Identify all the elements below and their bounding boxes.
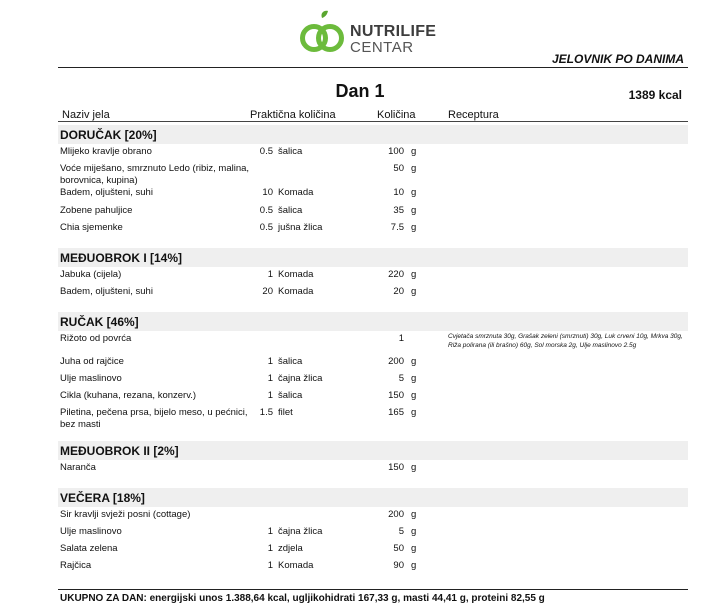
item-practical-unit: Komada	[278, 269, 314, 280]
item-practical-unit: čajna žlica	[278, 373, 323, 384]
meal-title: MEĐUOBROK II [2%]	[60, 444, 179, 458]
item-practical-unit: zdjela	[278, 543, 303, 554]
item-qty: 35	[393, 205, 404, 216]
item-practical-unit: šalica	[278, 390, 303, 401]
brand-subname: CENTAR	[350, 39, 414, 56]
item-qty: 50	[393, 163, 404, 174]
item-name: Juha od rajčice	[60, 356, 124, 367]
item-qty-unit: g	[411, 526, 417, 537]
item-name: Ulje maslinovo	[60, 526, 122, 537]
item-name: Rižoto od povrća	[60, 333, 132, 344]
meal-header-dinner	[58, 488, 688, 507]
meal-header-breakfast	[58, 125, 688, 144]
col-header-recipe: Receptura	[448, 109, 499, 121]
item-name: Zobene pahuljice	[60, 205, 133, 216]
column-header-divider	[58, 121, 688, 122]
item-qty-unit: g	[411, 205, 417, 216]
item-qty: 5	[398, 526, 404, 537]
item-practical-qty: 20	[262, 286, 273, 297]
day-kcal: 1389 kcal	[628, 88, 682, 102]
item-qty: 100	[388, 146, 404, 157]
meal-title: RUČAK [46%]	[60, 315, 139, 329]
item-practical-unit: čajna žlica	[278, 526, 323, 537]
meal-title: MEĐUOBROK I [14%]	[60, 251, 183, 265]
item-practical-unit: jušna žlica	[278, 222, 323, 233]
item-qty: 150	[388, 462, 404, 473]
item-qty-unit: g	[411, 373, 417, 384]
item-name: Sir kravlji svježi posni (cottage)	[60, 509, 191, 520]
day-title: Dan 1	[335, 81, 385, 101]
item-qty: 1	[398, 333, 404, 344]
item-qty-unit: g	[411, 462, 417, 473]
item-qty-unit: g	[411, 543, 417, 554]
meal-header-snack-2	[58, 441, 688, 460]
item-name: Mlijeko kravlje obrano	[60, 146, 152, 157]
item-name: Naranča	[60, 462, 96, 473]
apple-logo-icon	[300, 10, 348, 56]
col-header-practical: Praktična količina	[250, 109, 336, 121]
item-practical-unit: Komada	[278, 286, 314, 297]
item-qty-unit: g	[411, 560, 417, 571]
item-qty: 5	[398, 373, 404, 384]
item-name: Badem, oljušteni, suhi	[60, 187, 153, 198]
item-practical-qty: 1.5	[259, 407, 273, 418]
meal-title: DORUČAK [20%]	[60, 128, 157, 142]
item-name: Voće miješano, smrznuto Ledo (ribiz, malina, borovnica, kupina)	[60, 163, 250, 186]
item-name: Rajčica	[60, 560, 92, 571]
item-qty-unit: g	[411, 269, 417, 280]
item-name: Salata zelena	[60, 543, 118, 554]
item-practical-qty: 0.5	[259, 146, 273, 157]
item-practical-qty: 0.5	[259, 222, 273, 233]
meal-header-snack-1	[58, 248, 688, 267]
item-practical-qty: 1	[267, 373, 273, 384]
item-qty: 7.5	[390, 222, 404, 233]
item-qty: 20	[393, 286, 404, 297]
item-qty: 220	[388, 269, 404, 280]
document-subtitle: JELOVNIK PO DANIMA	[551, 52, 684, 66]
item-practical-unit: šalica	[278, 356, 303, 367]
item-qty: 150	[388, 390, 404, 401]
header-divider	[58, 67, 688, 68]
total-divider	[58, 589, 688, 590]
item-name: Badem, oljušteni, suhi	[60, 286, 153, 297]
item-qty-unit: g	[411, 163, 417, 174]
item-qty: 50	[393, 543, 404, 554]
item-qty-unit: g	[411, 187, 417, 198]
item-practical-qty: 1	[267, 356, 273, 367]
item-practical-qty: 1	[267, 390, 273, 401]
daily-total: UKUPNO ZA DAN: energijski unos 1.388,64 kcal, ugljikohidrati 167,33 g, masti 44,41 g, proteini 82,55 g	[60, 593, 545, 604]
item-practical-unit: Komada	[278, 560, 314, 571]
item-qty: 200	[388, 509, 404, 520]
nutrilife-logo	[300, 10, 440, 58]
item-qty: 90	[393, 560, 404, 571]
brand-name: NUTRILIFE	[350, 23, 437, 40]
item-practical-qty: 1	[267, 526, 273, 537]
item-practical-unit: šalica	[278, 146, 303, 157]
col-header-name: Naziv jela	[62, 109, 110, 121]
item-practical-unit: filet	[278, 407, 293, 418]
item-practical-qty: 1	[267, 543, 273, 554]
item-practical-unit: Komada	[278, 187, 314, 198]
item-name: Ulje maslinovo	[60, 373, 122, 384]
item-qty-unit: g	[411, 509, 417, 520]
item-qty-unit: g	[411, 222, 417, 233]
item-name: Cikla (kuhana, rezana, konzerv.)	[60, 390, 197, 401]
item-recipe: Cvjetača smrznuta 30g, Grašak zeleni (smrznuti) 30g, Luk crveni 10g, Mrkva 30g, Riža polirana (ili brašno) 60g, Sol morska 2g, Ulje maslinovo 2.5g	[448, 333, 683, 349]
item-qty-unit: g	[411, 356, 417, 367]
item-practical-unit: šalica	[278, 205, 303, 216]
item-practical-qty: 0.5	[259, 205, 273, 216]
item-qty-unit: g	[411, 286, 417, 297]
item-practical-qty: 10	[262, 187, 273, 198]
item-qty: 200	[388, 356, 404, 367]
item-qty-unit: g	[411, 146, 417, 157]
item-name: Jabuka (cijela)	[60, 269, 122, 280]
item-qty: 10	[393, 187, 404, 198]
item-name: Chia sjemenke	[60, 222, 123, 233]
item-name: Piletina, pečena prsa, bijelo meso, u pećnici, bez masti	[60, 407, 248, 430]
item-qty: 165	[388, 407, 404, 418]
item-qty-unit: g	[411, 390, 417, 401]
meal-title: VEČERA [18%]	[60, 491, 145, 505]
item-practical-qty: 1	[267, 269, 273, 280]
meal-header-lunch	[58, 312, 688, 331]
item-qty-unit: g	[411, 407, 417, 418]
col-header-qty: Količina	[377, 109, 416, 121]
item-practical-qty: 1	[267, 560, 273, 571]
